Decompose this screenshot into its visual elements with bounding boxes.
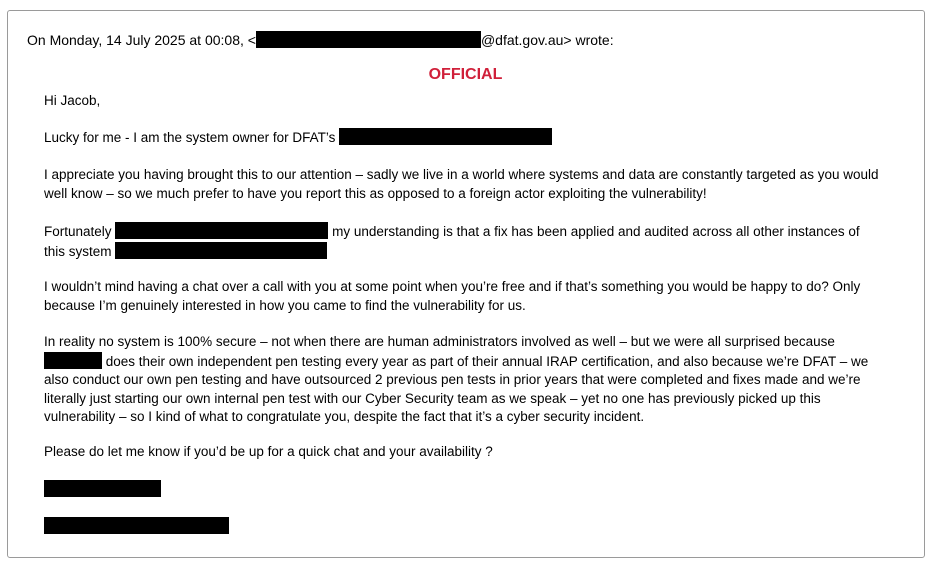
paragraph-fix-start: Fortunately — [44, 224, 112, 239]
greeting: Hi Jacob, — [44, 93, 101, 108]
redacted-sender-address — [256, 31, 481, 48]
paragraph-security-start: In reality no system is 100% secure – not when there are human administrators involved as well – but we were all surprised because — [44, 334, 835, 349]
redacted-system-detail — [115, 242, 327, 259]
redacted-signature-title — [44, 517, 229, 534]
email-quote-header — [27, 31, 614, 49]
paragraph-security — [44, 333, 884, 427]
redacted-signature-name — [44, 480, 161, 497]
redacted-fix-detail — [115, 222, 328, 239]
paragraph-appreciation: I appreciate you having brought this to our attention – sadly we live in a world where systems and data are constantly targeted as you would well know – so we much prefer to have you report this as opposed to a foreign actor exploiting the vulnerability! — [44, 167, 879, 201]
redacted-vendor-name — [44, 352, 102, 369]
header-prefix: On Monday, 14 July 2025 at 00:08, < — [27, 32, 256, 48]
paragraph-fix-applied — [44, 222, 884, 261]
header-suffix: @dfat.gov.au> wrote: — [480, 32, 614, 48]
paragraph-security-rest: does their own independent pen testing every year as part of their annual IRAP certification, and also because we’re DFAT – we also conduct our own pen testing and have outsourced 2 previous pen tests in prior years that were completed and fixes made and we’re literally just starting our own internal pen test with our Cyber Security team as we speak – yet no one has previously picked up this vulnerability – so I kind of what to congratulate you, despite the fact that it’s a cyber security incident. — [44, 353, 869, 424]
redacted-system-name — [339, 128, 552, 145]
paragraph-system-owner-text: Lucky for me - I am the system owner for DFAT’s — [44, 130, 336, 145]
paragraph-availability: Please do let me know if you’d be up for a quick chat and your availability ? — [44, 444, 493, 459]
paragraph-fix-middle: my understanding is that a fix has been applied and audited across all other instances of this — [44, 224, 860, 259]
paragraph-system-owner — [44, 128, 884, 148]
paragraph-chat-request: I wouldn’t mind having a chat over a call with you at some point when you’re free and if that’s something you would be happy to do? Only because I’m genuinely interested in how you came to find the vulnerability for us. — [44, 279, 861, 313]
paragraph-fix-end: system — [68, 243, 112, 259]
classification-label: OFFICIAL — [428, 66, 503, 83]
